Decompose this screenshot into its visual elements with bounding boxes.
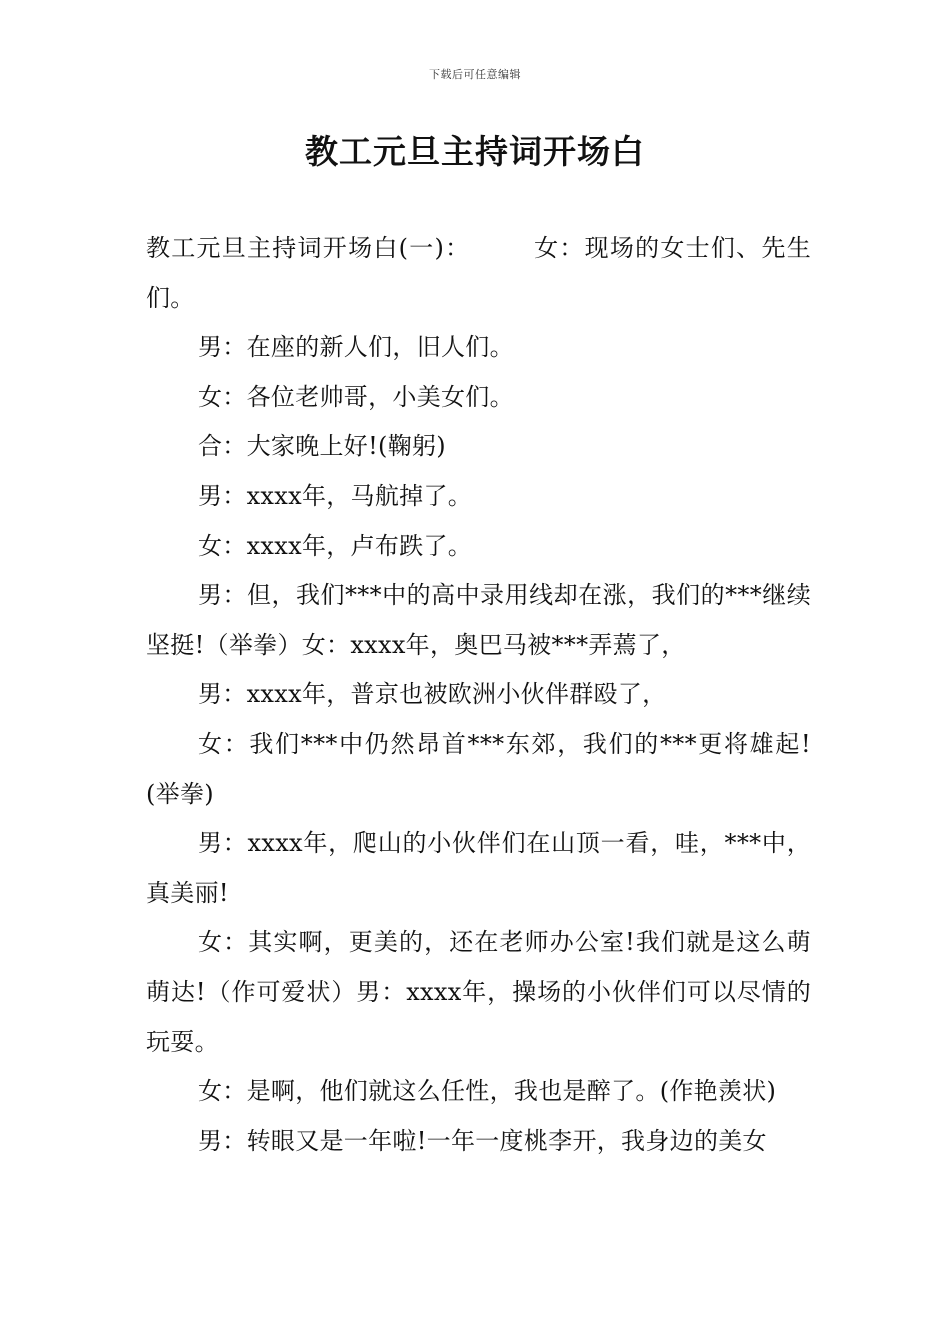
- document-body: [146, 224, 811, 1166]
- paragraph: 男：xxxx年，马航掉了。: [198, 481, 473, 510]
- document-title: 教工元旦主持词开场白: [305, 132, 645, 171]
- paragraph: 女：是啊，他们就这么任性，我也是醉了。(作艳羡状): [198, 1077, 777, 1106]
- paragraph: 男：在座的新人们，旧人们。: [198, 333, 514, 362]
- paragraph: 男：转眼又是一年啦!一年一度桃李开，我身边的美女: [198, 1126, 767, 1155]
- paragraph: 男：xxxx年，普京也被欧洲小伙伴群殴了，: [198, 680, 667, 709]
- paragraph-intro: 教工元旦主持词开场白(一)： 女：现场的女士们、先生们。: [146, 234, 811, 312]
- paragraph: 男：但，我们***中的高中录用线却在涨，我们的***继续坚挺!（举拳）女：xxxx年，奥巴马被***弄蔫了，: [146, 581, 811, 659]
- paragraph: 女：其实啊，更美的，还在老师办公室!我们就是这么萌萌达!（作可爱状）男：xxxx年，操场的小伙伴们可以尽情的玩耍。: [146, 928, 811, 1056]
- header-note: 下载后可任意编辑: [429, 68, 521, 81]
- paragraph: 男：xxxx年，爬山的小伙伴们在山顶一看，哇，***中，真美丽!: [146, 829, 811, 907]
- paragraph: 女：各位老帅哥，小美女们。: [198, 382, 514, 411]
- paragraph: 合：大家晚上好!(鞠躬): [198, 432, 446, 461]
- paragraph: 女：我们***中仍然昂首***东郊，我们的***更将雄起!(举拳): [146, 729, 811, 808]
- paragraph: 女：xxxx年，卢布跌了。: [198, 531, 473, 560]
